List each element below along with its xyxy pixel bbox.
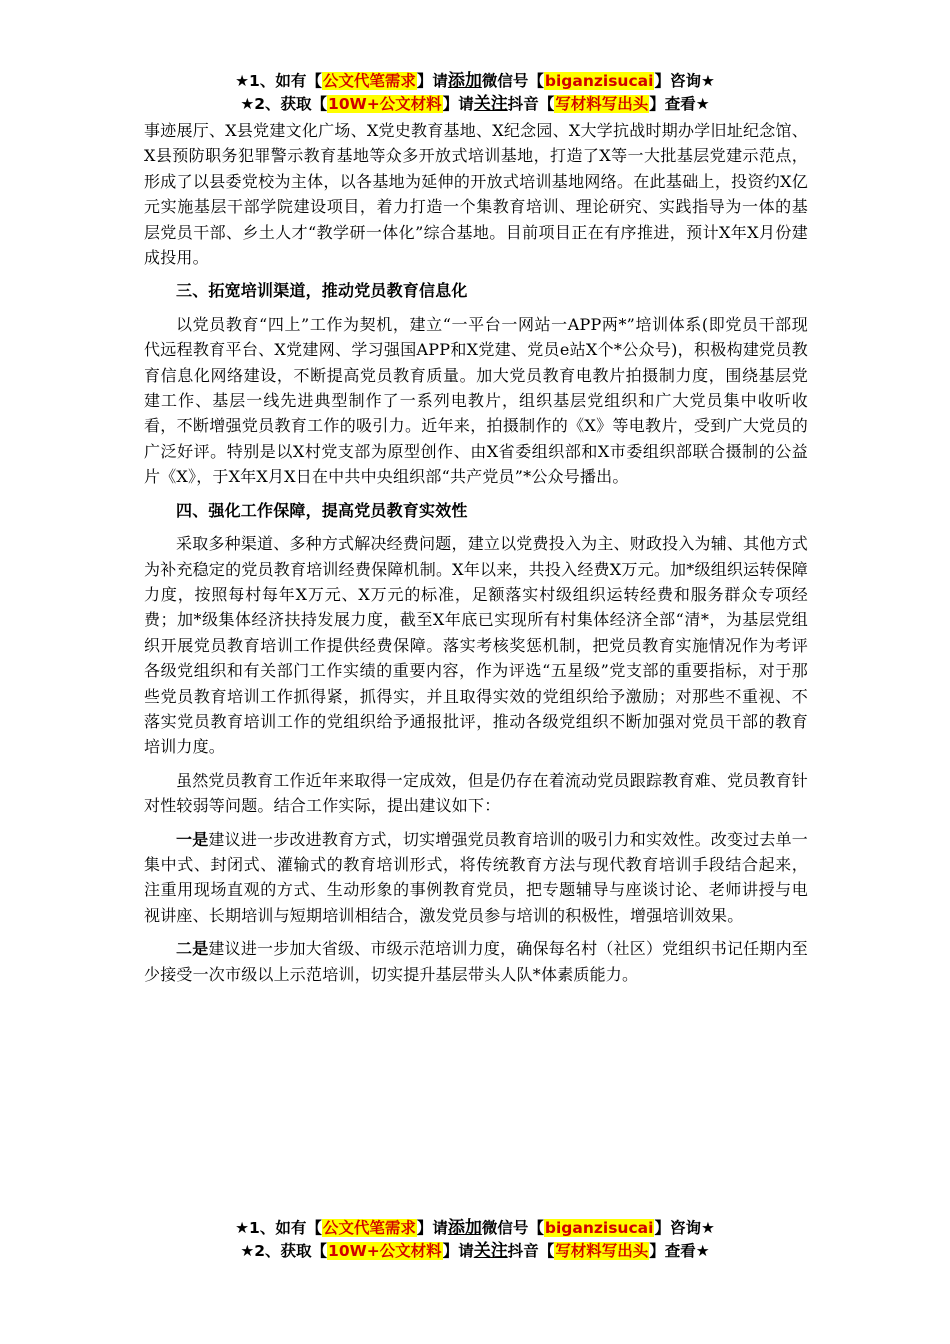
- section-heading-3: 三、拓宽培训渠道，推动党员教育信息化: [176, 281, 468, 301]
- banner-line-2: [0, 93, 950, 116]
- underlined-add: 添加: [447, 71, 482, 91]
- suggestion-2-text: 建议进一步加大省级、市级示范培训力度，确保每名村（社区）党组织书记任期内至少接受一次市级以上示范培训，切实提升基层带头人队*体素质能力。: [144, 939, 809, 984]
- suggestion-1-lead: 一是: [176, 829, 209, 849]
- banner-text: 微信号【: [481, 72, 544, 90]
- section-heading-4: 四、强化工作保障，提高党员教育实效性: [176, 500, 468, 520]
- banner-text: 微信号【: [481, 1219, 544, 1237]
- paragraph-suggestion-1: [144, 827, 808, 929]
- banner-text: ★2、获取【: [240, 95, 328, 113]
- banner-text: 】查看★: [649, 1242, 710, 1260]
- paragraph-training-bases: 事迹展厅、X县党建文化广场、X党史教育基地、X纪念园、X大学抗战时期办学旧址纪念馆、X县预防职务犯罪警示教育基地等众多开放式培训基地，打造了X等一大批基层党建示范点，形成了以县委党校为主体，以各基地为延伸的开放式培训基地网络。在此基础上，投资约X亿元实施基层干部学院建设项目，着力打造一个集教育培训、理论研究、实践指导为一体的基层党员干部、乡土人才“教学研一体化”综合基地。目前项目正在有序推进，预计X年X月份建成投用。: [144, 121, 808, 268]
- header-banner: [0, 70, 950, 116]
- paragraph-problems: 虽然党员教育工作近年来取得一定成效，但是仍存在着流动党员跟踪教育难、党员教育针对性较弱等问题。结合工作实际，提出建议如下：: [144, 770, 808, 816]
- banner-text: 】咨询★: [654, 72, 715, 90]
- banner-text: 】查看★: [649, 95, 710, 113]
- paragraph-suggestion-2: [144, 936, 808, 987]
- highlight-douyin: 写材料写出头: [555, 1242, 649, 1260]
- suggestion-1-text: 建议进一步改进教育方式，切实增强党员教育培训的吸引力和实效性。改变过去单一集中式、封闭式、灌输式的教育培训形式，将传统教育方法与现代教育培训手段结合起来，注重用现场直观的方式、生动形象的事例教育党员，把专题辅导与座谈讨论、老师讲授与电视讲座、长期培训与短期培训相结合，激发党员参与培训的积极性，增强培训效果。: [144, 829, 809, 925]
- paragraph-work-guarantee: 采取多种渠道、多种方式解决经费问题，建立以党费投入为主、财政投入为辅、其他方式为补充稳定的党员教育培训经费保障机制。X年以来，共投入经费X万元。加*级组织运转保障力度，按照每村每年X万元、X万元的标准，足额落实村级组织运转经费和服务群众专项经费；加*级集体经济扶持发展力度，截至X年底已实现所有村集体经济全部“清*，为基层党组织开展党员教育培训工作提供经费保障。落实考核奖惩机制，把党员教育实施情况作为考评各级党组织和有关部门工作实绩的重要内容，作为评选“五星级”党支部的重要指标，对于那些党员教育培训工作抓得紧，抓得实，并且取得实效的党组织给予激励；对那些不重视、不落实党员教育培训工作的党组织给予通报批评，推动各级党组织不断加强对党员干部的教育培训力度。: [144, 534, 808, 757]
- underlined-follow: 关注: [473, 94, 508, 114]
- banner-line-2: [0, 1240, 950, 1263]
- banner-text: 抖音【: [507, 1242, 555, 1260]
- banner-line-1: [0, 70, 950, 93]
- banner-text: 】咨询★: [654, 1219, 715, 1237]
- highlight-douyin: 写材料写出头: [555, 95, 649, 113]
- banner-text: 】请: [416, 72, 448, 90]
- highlight-ghostwriting: 公文代笔需求: [322, 72, 416, 90]
- underlined-add: 添加: [447, 1218, 482, 1238]
- banner-text: 抖音【: [507, 95, 555, 113]
- highlight-materials: 10W+公文材料: [328, 95, 442, 113]
- suggestion-2-lead: 二是: [176, 939, 209, 959]
- footer-banner: [0, 1217, 950, 1263]
- banner-text: 】请: [442, 95, 474, 113]
- highlight-materials: 10W+公文材料: [328, 1242, 442, 1260]
- highlight-wechat-id: biganzisucai: [544, 72, 654, 90]
- highlight-ghostwriting: 公文代笔需求: [322, 1219, 416, 1237]
- paragraph-informatization: 以党员教育“四上”工作为契机，建立“一平台一网站一APP两*”培训体系(即党员干部现代远程教育平台、X党建网、学习强国APP和X党建、党员e站X个*公众号)，积极构建党员教育信息化网络建设，不断提高党员教育质量。加大党员教育电教片拍摄制力度，围绕基层党建工作、基层一线先进典型制作了一系列电教片，组织基层党组织和广大党员集中收听收看，不断增强党员教育工作的吸引力。近年来，拍摄制作的《X》等电教片，受到广大党员的广泛好评。特别是以X村党支部为原型创作、由X省委组织部和X市委组织部联合摄制的公益片《X》，于X年X月X日在中共中央组织部“共产党员”*公众号播出。: [144, 314, 808, 487]
- banner-text: ★1、如有【: [235, 72, 322, 90]
- banner-text: ★1、如有【: [235, 1219, 322, 1237]
- banner-text: 】请: [442, 1242, 474, 1260]
- banner-text: 】请: [416, 1219, 448, 1237]
- banner-line-1: [0, 1217, 950, 1240]
- document-body: [144, 118, 808, 987]
- banner-text: ★2、获取【: [240, 1242, 328, 1260]
- highlight-wechat-id: biganzisucai: [544, 1219, 654, 1237]
- underlined-follow: 关注: [473, 1241, 508, 1261]
